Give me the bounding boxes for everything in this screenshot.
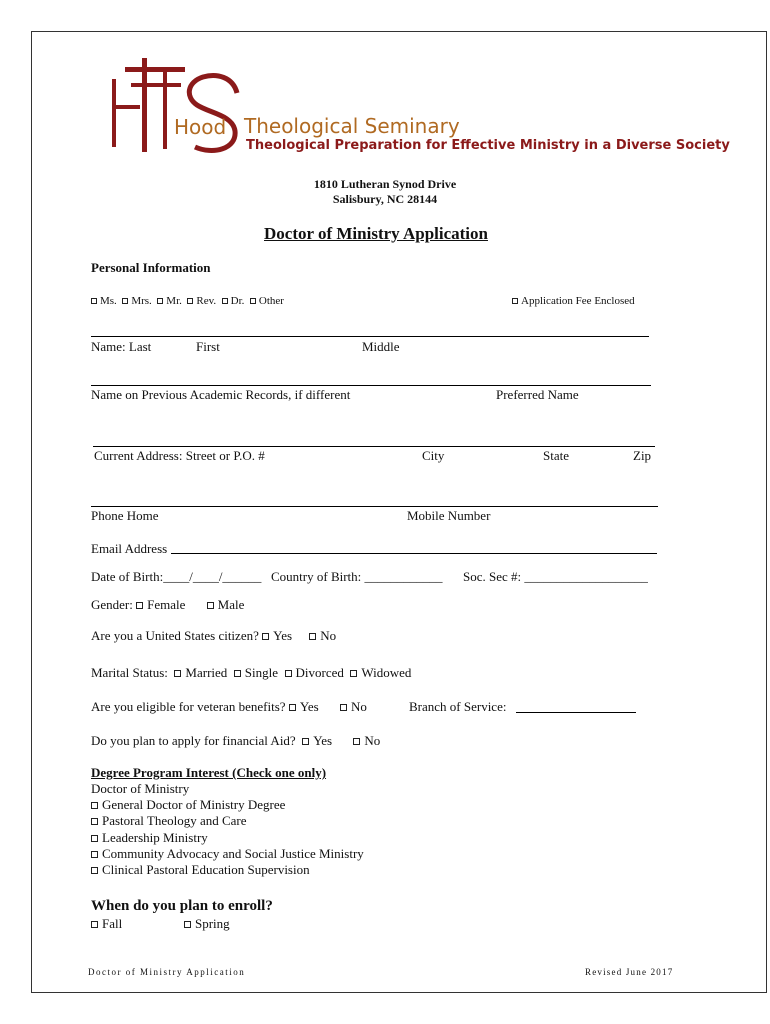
page-title: Doctor of Ministry Application — [264, 224, 488, 243]
email-line[interactable] — [171, 553, 657, 554]
checkbox-female[interactable]: Female — [136, 597, 185, 612]
checkbox-citizen-no[interactable]: No — [309, 628, 336, 643]
checkbox-degree-leadership[interactable]: Leadership Ministry — [91, 830, 208, 846]
personal-info-heading: Personal Information — [91, 260, 211, 275]
branch-of-service-line[interactable] — [516, 712, 636, 713]
label-zip: Zip — [633, 448, 652, 463]
label-last-name: Name: Last — [91, 339, 152, 354]
degree-heading: Degree Program Interest (Check one only) — [91, 765, 327, 780]
label-ssn[interactable]: Soc. Sec #: ___________________ — [463, 569, 648, 584]
logo-hood-text: Hood — [174, 115, 227, 139]
checkbox-rev[interactable]: Rev. — [187, 295, 216, 307]
checkbox-male[interactable]: Male — [207, 597, 245, 612]
label-email: Email Address — [91, 541, 168, 556]
checkbox-mr[interactable]: Mr. — [157, 295, 182, 307]
checkbox-aid-yes[interactable]: Yes — [302, 733, 332, 748]
hts-monogram-icon — [105, 55, 245, 155]
citizen-row: Are you a United States citizen? Yes No — [91, 628, 337, 643]
label-state: State — [543, 448, 569, 463]
checkbox-single[interactable]: Single — [234, 665, 278, 680]
enroll-heading: When do you plan to enroll? — [91, 898, 273, 914]
label-previous-name: Name on Previous Academic Records, if different — [91, 387, 351, 402]
checkbox-degree-pastoral[interactable]: Pastoral Theology and Care — [91, 813, 247, 829]
checkbox-mrs[interactable]: Mrs. — [122, 295, 151, 307]
checkbox-other[interactable]: Other — [250, 295, 284, 307]
label-country-of-birth[interactable]: Country of Birth: ____________ — [271, 569, 443, 584]
checkbox-degree-cpe[interactable]: Clinical Pastoral Education Supervision — [91, 862, 310, 878]
address-line[interactable] — [93, 446, 655, 447]
name-line[interactable] — [91, 336, 649, 337]
degree-subheading: Doctor of Ministry — [91, 781, 190, 796]
label-preferred-name: Preferred Name — [496, 387, 579, 402]
gender-row: Gender: Female Male — [91, 597, 245, 612]
address-line-2: Salisbury, NC 28144 — [332, 192, 438, 206]
checkbox-citizen-yes[interactable]: Yes — [262, 628, 292, 643]
label-first-name: First — [196, 339, 220, 354]
checkbox-degree-general[interactable]: General Doctor of Ministry Degree — [91, 797, 285, 813]
checkbox-widowed[interactable]: Widowed — [350, 665, 411, 680]
salutation-row — [91, 295, 284, 307]
label-middle-name: Middle — [362, 339, 400, 354]
logo-tagline: Theological Preparation for Effective Ministry in a Diverse Society — [246, 138, 730, 153]
footer-right: Revised June 2017 — [585, 967, 674, 977]
previous-name-line[interactable] — [91, 385, 651, 386]
financial-aid-row: Do you plan to apply for financial Aid? Yes No — [91, 733, 381, 748]
marital-row: Marital Status: Married Single Divorced Widowed — [91, 665, 412, 680]
label-mobile-number: Mobile Number — [407, 508, 491, 523]
checkbox-veteran-no[interactable]: No — [340, 699, 367, 714]
checkbox-ms[interactable]: Ms. — [91, 295, 117, 307]
checkbox-degree-advocacy[interactable]: Community Advocacy and Social Justice Ministry — [91, 846, 364, 862]
checkbox-fall[interactable]: Fall — [91, 916, 122, 932]
label-branch-of-service: Branch of Service: — [409, 699, 507, 714]
checkbox-fee-enclosed[interactable]: Application Fee Enclosed — [512, 295, 635, 307]
label-phone-home: Phone Home — [91, 508, 159, 523]
checkbox-veteran-yes[interactable]: Yes — [289, 699, 319, 714]
checkbox-dr[interactable]: Dr. — [222, 295, 245, 307]
logo-name-text: Theological Seminary — [244, 114, 460, 138]
checkbox-aid-no[interactable]: No — [353, 733, 380, 748]
label-city: City — [422, 448, 445, 463]
checkbox-married[interactable]: Married — [174, 665, 227, 680]
checkbox-divorced[interactable]: Divorced — [285, 665, 344, 680]
label-date-of-birth[interactable]: Date of Birth:____/____/______ — [91, 569, 262, 584]
label-street: Current Address: Street or P.O. # — [94, 448, 265, 463]
footer-left: Doctor of Ministry Application — [88, 967, 246, 977]
veteran-row: Are you eligible for veteran benefits? Yes No — [91, 699, 367, 714]
address-line-1: 1810 Lutheran Synod Drive — [313, 177, 457, 191]
checkbox-spring[interactable]: Spring — [184, 916, 230, 932]
phone-line[interactable] — [91, 506, 658, 507]
